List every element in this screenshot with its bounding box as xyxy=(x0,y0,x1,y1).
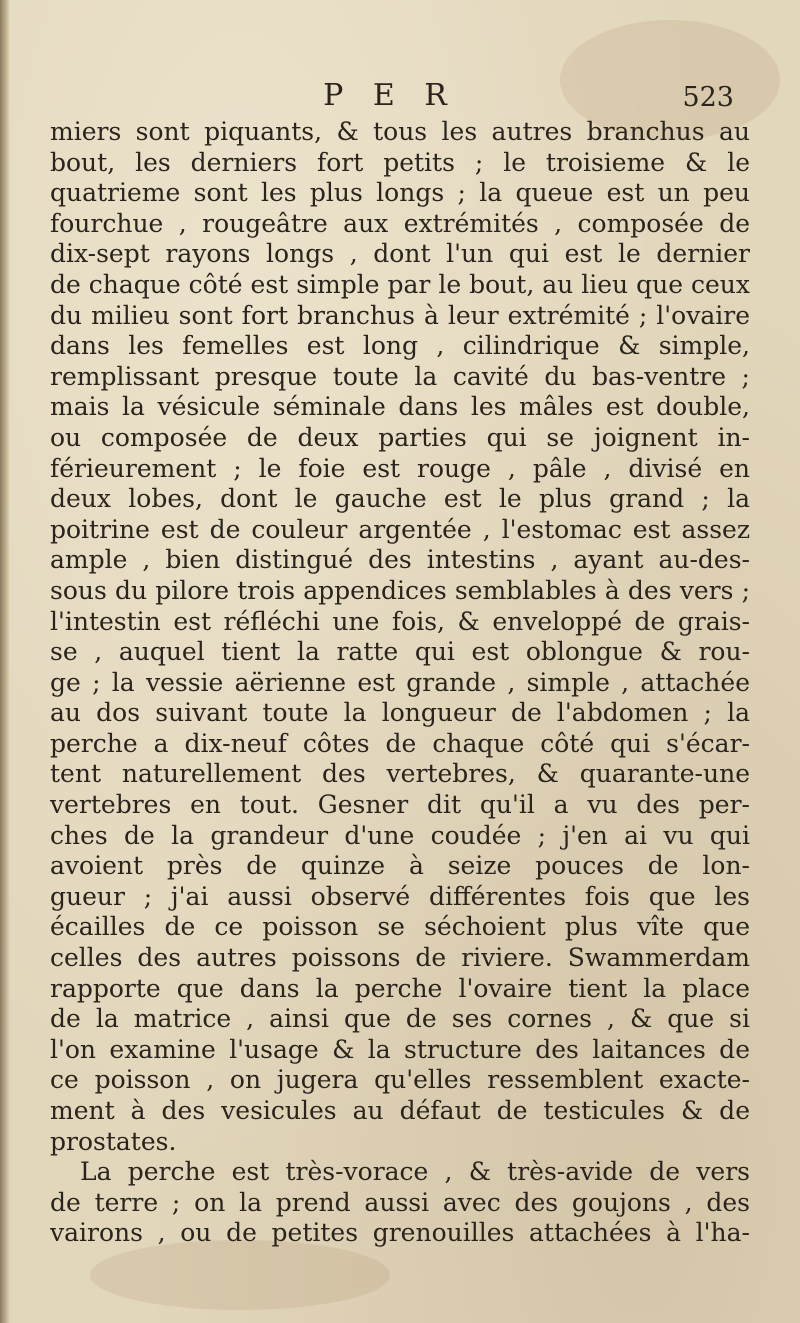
text-line: miers sont piquants, & tous les autres branchus au xyxy=(50,117,750,146)
text-line: ample , bien distingué des intestins , ayant au-des- xyxy=(50,545,750,575)
paper-stain xyxy=(90,1240,390,1310)
text-line: férieurement ; le foie est rouge , pâle , divisé en xyxy=(50,453,750,483)
page-header xyxy=(40,76,740,116)
text-line: dix-sept rayons longs , dont l'un qui est le dernier xyxy=(50,239,750,269)
body-text xyxy=(50,117,750,1249)
text-line: remplissant presque toute la cavité du bas-ventre ; xyxy=(50,361,750,391)
text-line: dans les femelles est long , cilindrique & simple, xyxy=(50,331,750,361)
text-line: du milieu sont fort branchus à leur extrémité ; l'ovaire xyxy=(50,300,750,330)
text-line: l'intestin est réfléchi une fois, & enveloppé de grais- xyxy=(50,606,750,636)
text-line: vertebres en tout. Gesner dit qu'il a vu des per- xyxy=(50,790,750,820)
text-line: rapporte que dans la perche l'ovaire tient la place xyxy=(50,973,750,1003)
page-gutter xyxy=(0,0,10,1323)
text-line: au dos suivant toute la longueur de l'abdomen ; la xyxy=(50,698,750,728)
text-line: se , auquel tient la ratte qui est oblongue & rou- xyxy=(50,637,750,667)
text-line: mais la vésicule séminale dans les mâles est double, xyxy=(50,392,750,422)
text-line: de chaque côté est simple par le bout, au lieu que ceux xyxy=(50,269,750,299)
text-line: ment à des vesicules au défaut de testicules & de xyxy=(50,1096,750,1125)
text-line: de terre ; on la prend aussi avec des goujons , des xyxy=(50,1187,750,1217)
text-line: tent naturellement des vertebres, & quarante-une xyxy=(50,759,750,789)
text-line: celles des autres poissons de riviere. Swammerdam xyxy=(50,943,750,973)
text-line: La perche est très-vorace , & très-avide de vers xyxy=(80,1157,750,1187)
text-line: avoient près de quinze à seize pouces de lon- xyxy=(50,851,750,881)
text-line: vairons , ou de petites grenouilles attachées à l'ha- xyxy=(50,1218,750,1248)
text-line: ce poisson , on jugera qu'elles ressemblent exacte- xyxy=(50,1065,750,1095)
text-line: perche a dix-neuf côtes de chaque côté qui s'écar- xyxy=(50,728,750,758)
text-line: écailles de ce poisson se séchoient plus vîte que xyxy=(50,912,750,942)
text-line: ches de la grandeur d'une coudée ; j'en ai vu qui xyxy=(50,820,750,850)
text-line: poitrine est de couleur argentée , l'estomac est assez xyxy=(50,514,750,544)
paragraph xyxy=(50,1157,750,1249)
text-line: l'on examine l'usage & la structure des laitances de xyxy=(50,1034,750,1064)
text-line: sous du pilore trois appendices semblables à des vers ; xyxy=(50,575,750,605)
text-line: deux lobes, dont le gauche est le plus grand ; la xyxy=(50,484,750,514)
text-line: fourchue , rougeâtre aux extrémités , composée de xyxy=(50,208,750,238)
text-line: ge ; la vessie aërienne est grande , simple , attachée xyxy=(50,667,750,697)
text-line: ou composée de deux parties qui se joignent in- xyxy=(50,422,750,452)
text-line: de la matrice , ainsi que de ses cornes , & que si xyxy=(50,1004,750,1034)
text-line: quatrieme sont les plus longs ; la queue est un peu xyxy=(50,178,750,208)
running-title: P E R xyxy=(323,78,457,113)
text-line: prostates. xyxy=(50,1126,177,1156)
paragraph xyxy=(50,117,750,1157)
text-line: bout, les derniers fort petits ; le troisieme & le xyxy=(50,147,750,177)
text-line: gueur ; j'ai aussi observé différentes fois que les xyxy=(50,881,750,911)
page-number: 523 xyxy=(682,82,734,113)
